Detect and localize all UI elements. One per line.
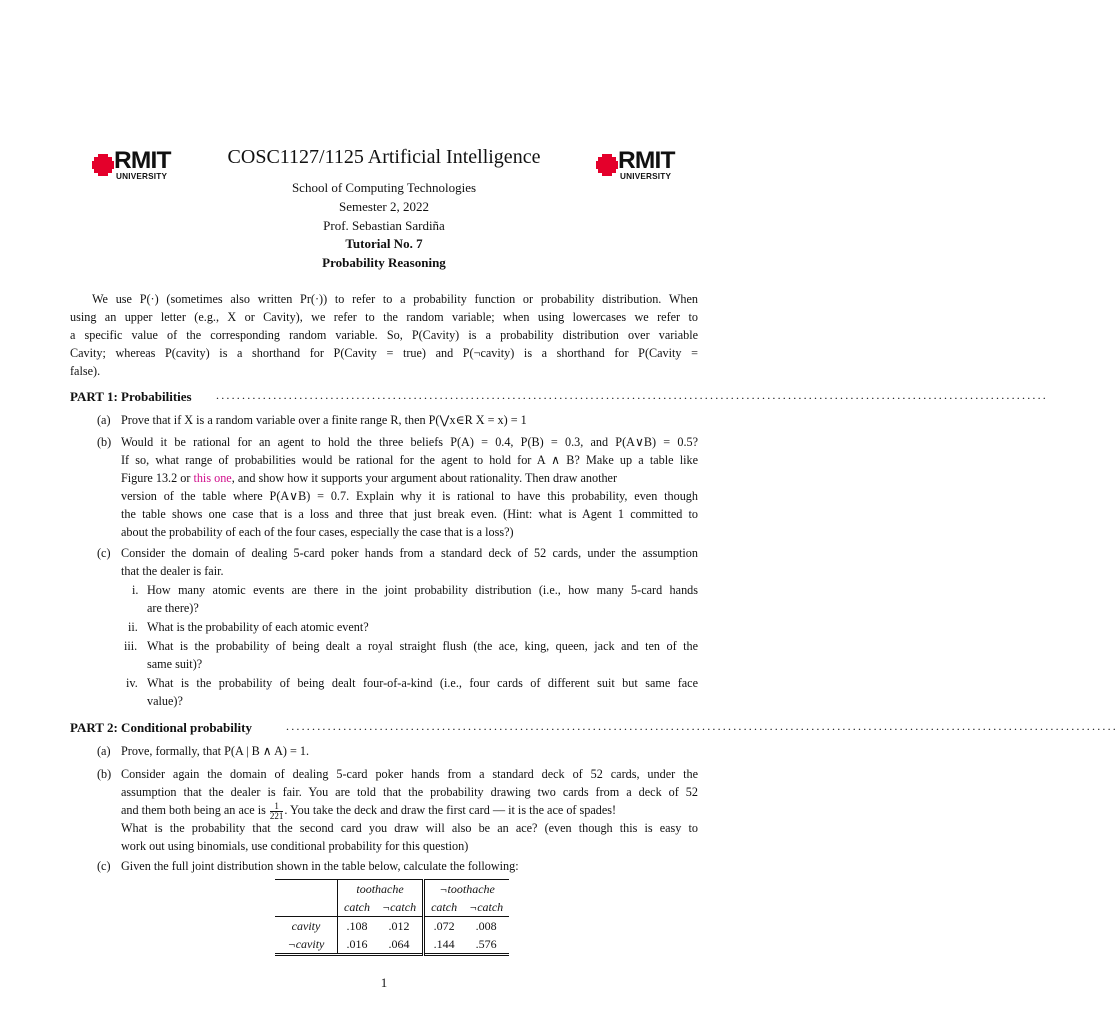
part1-c-iii-line-2: same suit)?	[147, 657, 203, 671]
table-row	[275, 917, 509, 936]
sub-header-not-catch: ¬catch	[376, 898, 424, 917]
fraction-numerator: 1	[270, 802, 284, 812]
doc-title: COSC1127/1125 Artificial Intelligence	[227, 146, 541, 168]
group-header-not-toothache: ¬toothache	[439, 881, 495, 896]
table-cell: .108	[346, 918, 368, 933]
part1-c-i-label: i.	[132, 583, 139, 597]
semester: Semester 2, 2022	[339, 199, 429, 214]
part1-c-line-1: Consider the domain of dealing 5-card poker hands from a standard deck of 52 cards, under the assumption	[121, 546, 698, 560]
part2-b-line-3-end: . You take the deck and draw the first card — it is the ace of spades!	[284, 803, 617, 817]
logo-sub: UNIVERSITY	[116, 172, 168, 181]
part2-b-line-4: What is the probability that the second card you draw will also be an ace? (even though this is easy to	[121, 821, 698, 835]
table-cell: .016	[346, 936, 368, 951]
part1-b-line-6: about the probability of each of the four cases, especially the case that is a loss?)	[121, 525, 514, 539]
part2-leader-dots: ................................................................................................................................................................	[286, 719, 1118, 733]
part1-b-label: (b)	[97, 435, 112, 449]
part1-c-line-2: that the dealer is fair.	[121, 564, 224, 578]
part1-b-line-4: version of the table where P(A∨B) = 0.7. Explain why it is rational to have this probability, even though	[121, 489, 698, 503]
part1-c-iv-line-2: value)?	[147, 694, 183, 708]
intro-line-2: using an upper letter (e.g., X or Cavity), we refer to the random variable; when using lowercases we refer to	[70, 310, 698, 324]
part1-a-label: (a)	[97, 413, 111, 427]
sub-header-catch: catch	[431, 899, 458, 914]
joint-distribution-table	[275, 879, 509, 956]
table-corner	[275, 880, 338, 899]
part1-c-iii-label: iii.	[124, 639, 138, 653]
table-cell: .144	[433, 936, 455, 951]
part2-b-line-3	[121, 801, 698, 821]
part2-b-line-5: work out using binomials, use conditional probability for this question)	[121, 839, 469, 853]
part1-a-text: Prove that if X is a random variable over a finite range R, then P(⋁x∈R X = x) = 1	[121, 413, 527, 427]
sub-header-not-catch: ¬catch	[469, 899, 504, 914]
tutorial-topic: Probability Reasoning	[322, 255, 446, 270]
part1-b-line-3	[121, 469, 698, 487]
part1-c-i-line-1: How many atomic events are there in the joint probability distribution (i.e., how many 5-card hands	[147, 583, 698, 597]
logo-sub: UNIVERSITY	[620, 172, 672, 181]
group-header-toothache: toothache	[338, 880, 424, 899]
table-cell: .064	[376, 935, 424, 955]
this-one-link[interactable]: this one	[193, 471, 232, 485]
part1-c-label: (c)	[97, 546, 111, 560]
part2-heading: PART 2: Conditional probability	[70, 720, 252, 735]
table-cell: .576	[475, 936, 497, 951]
logo-word: RMIT	[618, 147, 675, 174]
part1-c-iii-line-1: What is the probability of being dealt a royal straight flush (the ace, king, queen, jack and ten of the	[147, 639, 698, 653]
fraction-1-221	[270, 802, 284, 821]
intro-line-3: a specific value of the corresponding random variable. So, P(Cavity) is a probability distribution over variable	[70, 328, 698, 342]
intro-line-5: false).	[70, 364, 101, 378]
part1-c-iv-line-1: What is the probability of being dealt four-of-a-kind (i.e., four cards of different suit but same face	[147, 676, 698, 690]
school-name: School of Computing Technologies	[291, 180, 477, 195]
tutorial-number: Tutorial No. 7	[345, 236, 423, 251]
intro-line-4: Cavity; whereas P(cavity) is a shorthand for P(Cavity = true) and P(¬cavity) is a shorthand for P(Cavity =	[70, 346, 698, 360]
table-cell: .008	[475, 918, 497, 933]
table-row	[275, 935, 509, 955]
table-cell: .072	[433, 918, 455, 933]
part2-b-label: (b)	[97, 767, 112, 781]
part1-heading: PART 1: Probabilities	[70, 389, 192, 404]
part2-b-line-2: assumption that the dealer is fair. You are told that the probability drawing two cards from a deck of 52	[121, 785, 698, 799]
part1-c-ii-line-1: What is the probability of each atomic event?	[147, 620, 369, 634]
part1-c-ii-label: ii.	[128, 620, 138, 634]
part2-b-line-3-start: and them both being an ace is	[121, 803, 266, 817]
row-label-cavity: cavity	[275, 917, 338, 936]
table-cell: .012	[376, 917, 424, 936]
part1-c-i-line-2: are there)?	[147, 601, 199, 615]
part2-a-text: Prove, formally, that P(A | B ∧ A) = 1.	[121, 744, 310, 758]
part1-leader-dots: ................................................................................................................................................................	[216, 388, 1048, 402]
part2-b-line-1: Consider again the domain of dealing 5-card poker hands from a standard deck of 52 cards, under the	[121, 767, 698, 781]
sub-header-catch: catch	[344, 899, 370, 914]
part1-b-figure-ref: Figure 13.2 or	[121, 471, 194, 485]
table-corner-sub	[275, 898, 338, 917]
part2-a-label: (a)	[97, 744, 111, 758]
part2-c-text: Given the full joint distribution shown in the table below, calculate the following:	[121, 859, 519, 873]
part1-b-line-5: the table shows one case that is a loss and three that just break even. (Hint: what is Agent 1 committed to	[121, 507, 698, 521]
part1-b-line-2: If so, what range of probabilities would be rational for the agent to hold for A ∧ B? Make up a table like	[121, 453, 698, 467]
page-number: 1	[380, 975, 388, 990]
part1-c-iv-label: iv.	[126, 676, 138, 690]
logo-word: RMIT	[114, 147, 171, 174]
intro-line-1: We use P(·) (sometimes also written Pr(·)) to refer to a probability function or probability distribution. When	[92, 292, 698, 306]
part1-b-line-3-rest: , and show how it supports your argument about rationality. Then draw another	[231, 471, 618, 485]
part2-c-label: (c)	[97, 859, 111, 873]
row-label-not-cavity: ¬cavity	[275, 935, 338, 955]
professor: Prof. Sebastian Sardiña	[323, 218, 445, 233]
part1-b-line-1: Would it be rational for an agent to hold the three beliefs P(A) = 0.4, P(B) = 0.3, and P(A∨B) = 0.5?	[121, 435, 698, 449]
fraction-denominator: 221	[269, 810, 284, 821]
